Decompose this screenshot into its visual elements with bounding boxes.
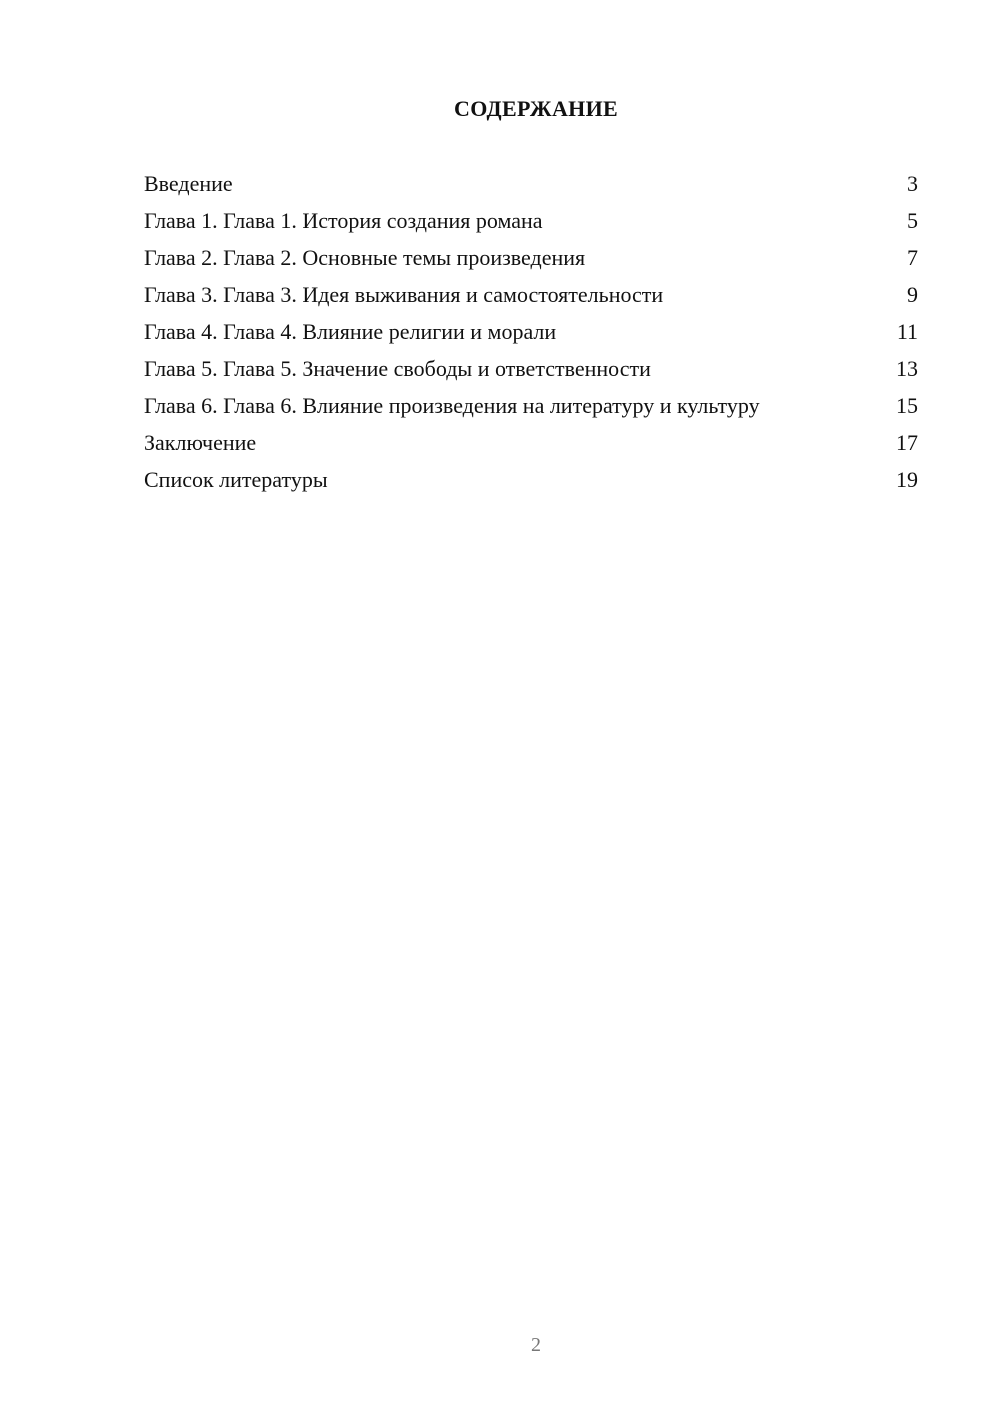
toc-entry-bibliography [144,467,918,493]
toc-entry-label: Заключение [144,430,257,455]
page-number: 2 [531,1334,541,1356]
toc-entry-page: 5 [907,208,918,233]
toc-entry-label: Глава 6. Глава 6. Влияние произведения на литературу и культуру [144,393,760,418]
toc-entry-page: 3 [907,171,918,196]
toc-entry-label: Введение [144,171,233,196]
toc-entry-label: Глава 4. Глава 4. Влияние религии и морали [144,319,557,344]
toc-entry-label: Глава 5. Глава 5. Значение свободы и ответственности [144,356,651,381]
toc-entry-page: 7 [907,245,918,270]
table-of-contents [144,171,918,504]
toc-entry-introduction [144,171,918,197]
toc-title: СОДЕРЖАНИЕ [454,96,618,121]
toc-entry-chapter-6 [144,393,918,419]
toc-entry-chapter-3 [144,282,918,308]
toc-entry-chapter-5 [144,356,918,382]
toc-entry-chapter-4 [144,319,918,345]
toc-entry-label: Глава 3. Глава 3. Идея выживания и самостоятельности [144,282,664,307]
toc-entry-chapter-1 [144,208,918,234]
toc-entry-label: Глава 2. Глава 2. Основные темы произведения [144,245,586,270]
toc-entry-chapter-2 [144,245,918,271]
toc-entry-conclusion [144,430,918,456]
toc-entry-page: 9 [907,282,918,307]
toc-entry-page: 17 [896,430,918,455]
toc-entry-page: 19 [896,467,918,492]
toc-entry-label: Глава 1. Глава 1. История создания романа [144,208,543,233]
toc-entry-page: 11 [896,319,918,344]
toc-entry-label: Список литературы [144,467,328,492]
toc-entry-page: 13 [896,356,918,381]
toc-entry-page: 15 [896,393,918,418]
